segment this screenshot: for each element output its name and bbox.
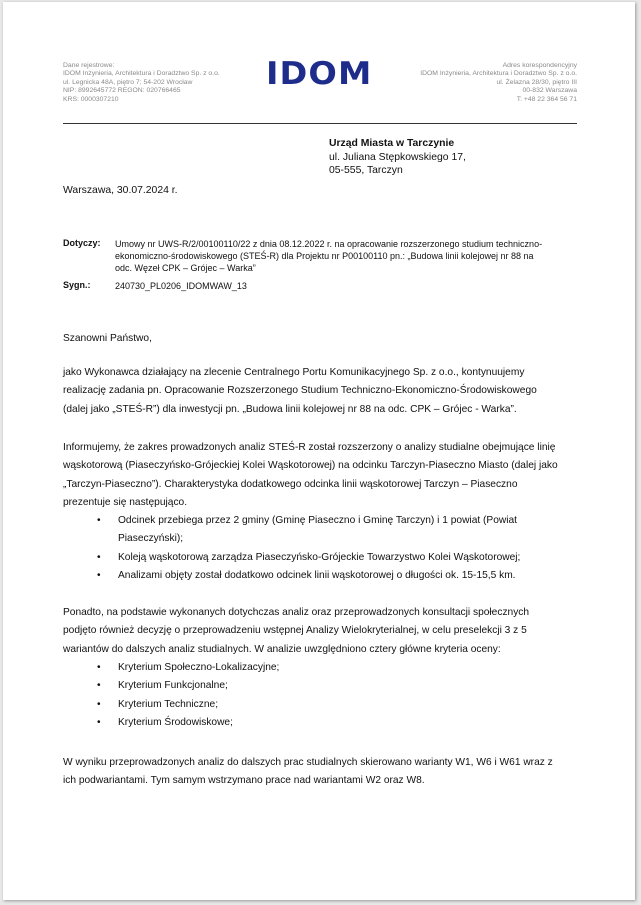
bullet-icon: • [97,515,101,526]
document-page [3,2,635,900]
criteria-list [63,659,578,732]
paragraph-line: Informujemy, że zakres prowadzonych analiz STEŚ-R został rozszerzony o analizy studialne obejmujące linię [63,442,556,453]
bullet-icon: • [97,680,101,692]
list-item [63,714,578,732]
list-item-line: Kryterium Techniczne; [118,698,219,710]
recipient-name: Urząd Miasta w Tarczynie [329,138,455,149]
list-item-line: Koleją wąskotorową zarządza Piaseczyńsko-Grójeckie Towarzystwo Kolei Wąskotorowej; [118,551,521,563]
list-item-line: Odcinek przebiega przez 2 gminy (Gminę Piaseczno i Gminę Tarczyn) i 1 powiat (Powiat [118,515,517,526]
paragraph-line: jako Wykonawca działający na zlecenie Centralnego Portu Komunikacyjnego Sp. z o.o., kontynuujemy [63,367,525,378]
recipient-street: ul. Juliana Stępkowskiego 17, [329,151,466,163]
correspondence-address [377,62,577,104]
paragraph-line: ich podwariantami. Tym samym wstrzymano prace nad wariantami W2 oraz W8. [63,775,425,787]
recipient-address [329,137,466,178]
bullet-icon: • [97,662,101,673]
signature-label: Sygn.: [63,280,91,290]
header-divider [63,123,577,124]
list-item [63,512,578,549]
registration-line: IDOM Inżynieria, Architektura i Doradztwo Sp. z o.o. [63,70,220,78]
bullet-icon: • [97,551,101,563]
list-item-line: Analizami objęty został dodatkowo odcinek linii wąskotorowej o długości ok. 15-15,5 km. [118,569,516,581]
paragraph-line: „Tarczyn-Piaseczno”). Charakterystyka dodatkowego odcinka linii wąskotorowej Tarczyn – Piaseczno [63,478,518,490]
registration-line: Dane rejestrowe: [63,62,115,69]
address-line: IDOM Inżynieria, Architektura i Doradztwo Sp. z o.o. [420,70,577,78]
company-logo: IDOM [266,56,373,92]
list-item [63,696,578,714]
paragraph-analysis [63,604,578,659]
paragraph-line: wariantów do dalszych analiz studialnych. W analizie uwzględniono cztery główne kryteria oceny: [63,643,501,655]
registration-line: ul. Legnicka 48A, piętro 7; 54-202 Wrocław [63,78,193,86]
salutation: Szanowni Państwo, [63,333,152,344]
letter-date: Warszawa, 30.07.2024 r. [63,185,178,196]
paragraph-intro [63,364,578,419]
subject-line: Umowy nr UWS-R/2/00100110/22 z dnia 08.12.2022 r. na opracowanie rozszerzonego studium techniczno- [115,239,543,249]
paragraph-line: wąskotorową (Piaseczyńsko-Grójeckiej Kolei Wąskotorowej) na odcinku Tarczyn-Piaseczno Miasto (dalej jako [63,460,558,472]
subject-label: Dotyczy: [63,238,101,248]
address-line: Adres korespondencyjny [502,62,577,69]
list-item [63,567,578,585]
phone-line: T: +48 22 364 56 71 [516,95,577,103]
registration-details [63,62,263,104]
signature-value: 240730_PL0206_IDOMWAW_13 [115,281,247,291]
section-characteristics-list [63,512,578,585]
paragraph-conclusion [63,754,578,791]
subject-line: odc. Węzeł CPK – Grójec – Warka” [115,263,256,274]
paragraph-scope [63,439,578,512]
list-item-line: Piaseczyński); [118,533,184,545]
address-line: 00-832 Warszawa [522,87,577,95]
paragraph-line: prezentuje się następująco. [63,496,188,508]
paragraph-line: podjęto również decyzję o przeprowadzeniu wstępnej Analizy Wielokryterialnej, w celu preselekcji 3 z 5 [63,625,527,637]
subject-line: ekonomiczno-środowiskowego (STEŚ-R) dla Projektu nr P00100110 pn.: „Budowa linii kolejowej nr 88 na [115,251,534,262]
paragraph-line: W wyniku przeprowadzonych analiz do dalszych prac studialnych skierowano warianty W1, W6 i W61 wraz z [63,757,553,768]
subject-text [115,238,580,275]
bullet-icon: • [97,698,101,710]
list-item-line: Kryterium Środowiskowe; [118,716,233,728]
address-line: ul. Żelazna 28/30, piętro III [496,78,577,86]
paragraph-line: realizację zadania pn. Opracowanie Rozszerzonego Studium Techniczno-Ekonomiczno-Środowiskowego [63,385,537,397]
list-item [63,549,578,567]
registration-line: NIP: 8992645772 REGON: 020766465 [63,87,181,95]
list-item [63,659,578,677]
bullet-icon: • [97,569,101,581]
list-item-line: Kryterium Funkcjonalne; [118,680,228,692]
list-item [63,677,578,695]
recipient-city: 05-555, Tarczyn [329,165,403,177]
list-item-line: Kryterium Społeczno-Lokalizacyjne; [118,662,280,673]
paragraph-line: (dalej jako „STEŚ-R”) dla inwestycji pn. „Budowa linii kolejowej nr 88 na odc. CPK – Grójec - Warka”. [63,403,517,415]
registration-line: KRS: 0000307210 [63,95,119,103]
bullet-icon: • [97,716,101,728]
paragraph-line: Ponadto, na podstawie wykonanych dotychczas analiz oraz przeprowadzonych konsultacji społecznych [63,607,530,618]
